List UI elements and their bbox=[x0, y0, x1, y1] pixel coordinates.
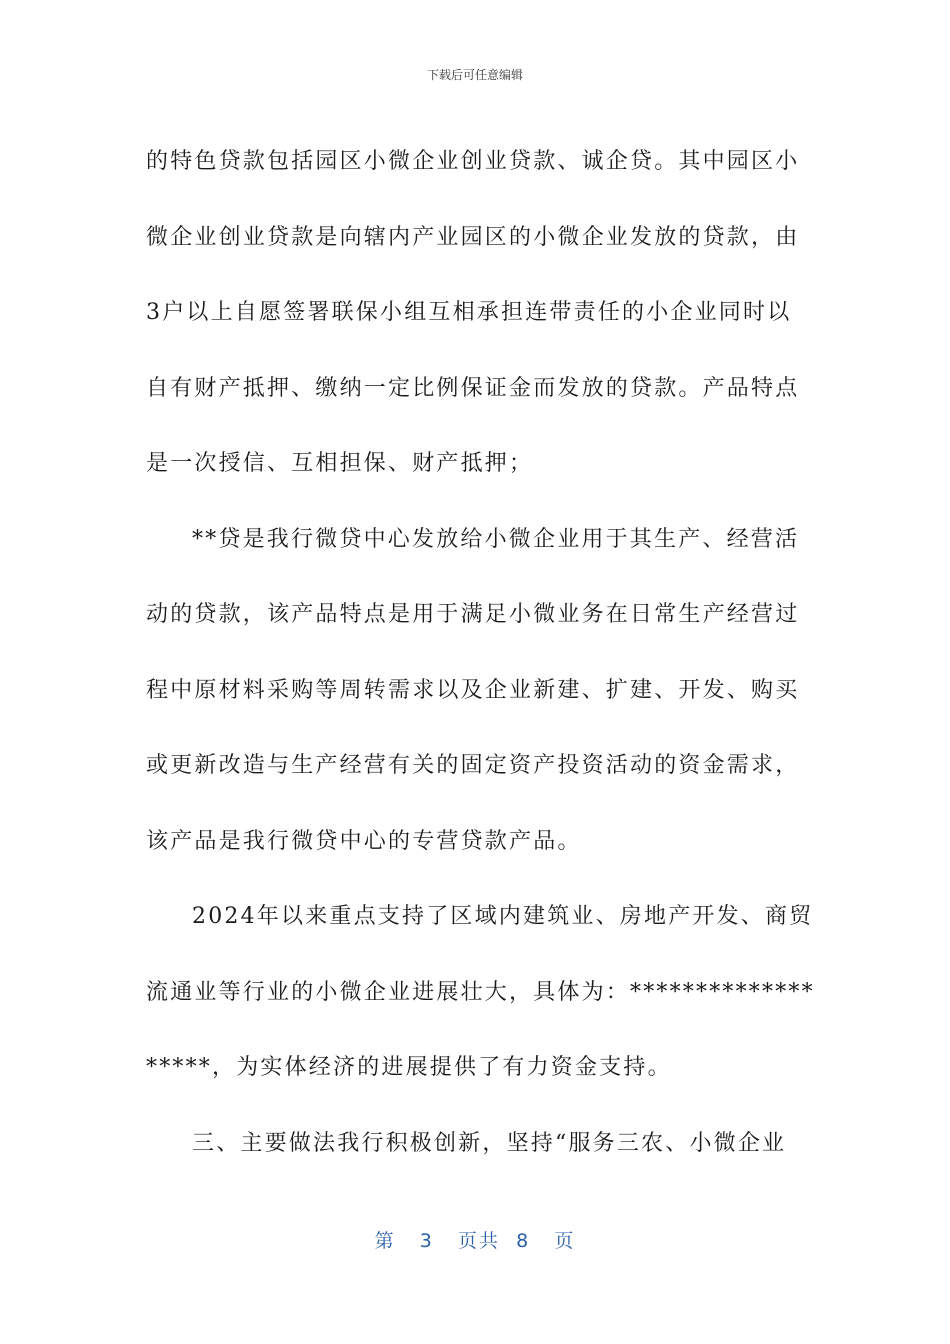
paragraph-line: 的特色贷款包括园区小微企业创业贷款、诚企贷。其中园区小 bbox=[146, 149, 800, 174]
paragraph-line: 或更新改造与生产经营有关的固定资产投资活动的资金需求， bbox=[146, 753, 800, 778]
paragraph-line: 动的贷款，该产品特点是用于满足小微业务在日常生产经营过 bbox=[146, 602, 800, 627]
paragraph-line: 2024年以来重点支持了区域内建筑业、房地产开发、商贸 bbox=[192, 904, 814, 929]
paragraph-line: 程中原材料采购等周转需求以及企业新建、扩建、开发、购买 bbox=[146, 677, 800, 703]
document-body bbox=[146, 124, 815, 1181]
footer-current-page: 3 bbox=[419, 1230, 434, 1252]
page-footer bbox=[0, 1226, 950, 1253]
footer-middle: 页共 bbox=[458, 1230, 501, 1252]
footer-total-pages: 8 bbox=[516, 1230, 531, 1252]
paragraph-line: **贷是我行微贷中心发放给小微企业用于其生产、经营活 bbox=[192, 526, 800, 552]
paragraph-line: *****，为实体经济的进展提供了有力资金支持。 bbox=[146, 1055, 672, 1080]
paragraph-line: 是一次授信、互相担保、财产抵押； bbox=[146, 451, 534, 476]
paragraph-line: 三、主要做法我行积极创新，坚持“服务三农、小微企业 bbox=[192, 1130, 787, 1156]
footer-suffix: 页 bbox=[554, 1230, 576, 1252]
paragraph-line: 流通业等行业的小微企业进展壮大，具体为：************** bbox=[146, 979, 815, 1005]
paragraph-line: 自有财产抵押、缴纳一定比例保证金而发放的贷款。产品特点 bbox=[146, 375, 800, 401]
paragraph-line: 3户以上自愿签署联保小组互相承担连带责任的小企业同时以 bbox=[146, 300, 792, 325]
paragraph-line: 微企业创业贷款是向辖内产业园区的小微企业发放的贷款，由 bbox=[146, 224, 800, 250]
footer-prefix: 第 bbox=[374, 1230, 396, 1252]
page-header: 下载后可任意编辑 bbox=[426, 68, 523, 82]
paragraph-line: 该产品是我行微贷中心的专营贷款产品。 bbox=[146, 828, 582, 854]
